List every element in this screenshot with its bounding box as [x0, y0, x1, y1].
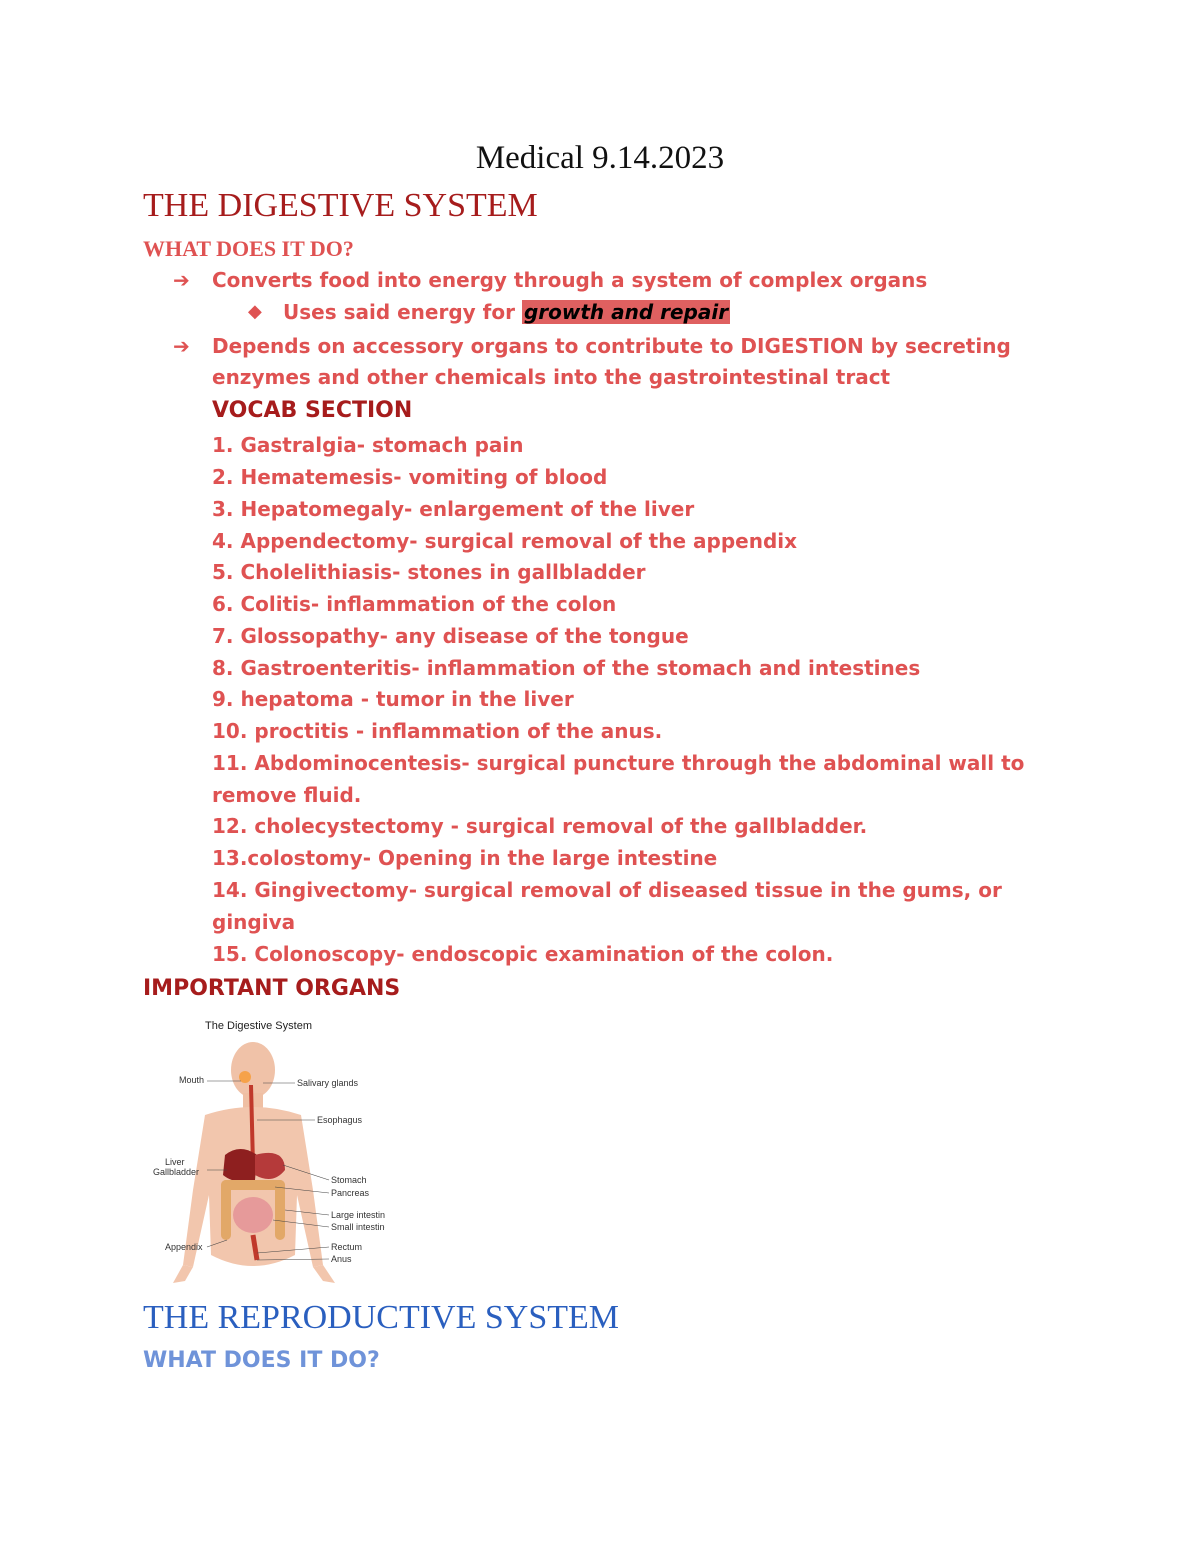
label-salivary: Salivary glands — [297, 1078, 359, 1088]
label-small-intestine: Small intestine — [331, 1222, 385, 1232]
document-title: Medical 9.14.2023 — [475, 140, 725, 176]
vocab-heading: VOCAB SECTION — [212, 398, 413, 423]
digestive-point-2-line-2: enzymes and other chemicals into the gastrointestinal tract — [212, 365, 891, 389]
vocab-item: 11. Abdominocentesis- surgical puncture through the abdominal wall to — [212, 751, 1025, 775]
label-mouth: Mouth — [179, 1075, 205, 1085]
diamond-bullet-icon: ◆ — [248, 301, 262, 322]
vocab-item: 12. cholecystectomy - surgical removal of the gallbladder. — [212, 814, 868, 838]
vocab-item: 6. Colitis- inflammation of the colon — [212, 592, 617, 616]
arrow-bullet-icon: ➔ — [173, 334, 190, 358]
reproductive-heading: THE REPRODUCTIVE SYSTEM — [143, 1299, 620, 1336]
label-liver: Liver — [165, 1157, 185, 1167]
label-large-intestine: Large intestine — [331, 1210, 385, 1220]
vocab-item: 1. Gastralgia- stomach pain — [212, 433, 524, 457]
reproductive-subheading: WHAT DOES IT DO? — [143, 1348, 380, 1373]
label-appendix: Appendix — [165, 1242, 203, 1252]
vocab-item: 5. Cholelithiasis- stones in gallbladder — [212, 560, 646, 584]
point2-part-a: Depends on accessory organs to contribute to — [212, 334, 741, 358]
point2-part-c: by secreting — [863, 334, 1011, 358]
digestive-diagram — [145, 1015, 385, 1290]
vocab-item: 15. Colonoscopy- endoscopic examination of the colon. — [212, 942, 834, 966]
vocab-item: 7. Glossopathy- any disease of the tongue — [212, 624, 689, 648]
digestive-point-2-line-1 — [212, 334, 1011, 358]
digestive-sub-point — [283, 300, 730, 324]
label-anus: Anus — [331, 1254, 352, 1264]
sub-point-prefix: Uses said energy for — [283, 300, 522, 324]
vocab-item: 14. Gingivectomy- surgical removal of diseased tissue in the gums, or — [212, 878, 1002, 902]
digestive-point-1: Converts food into energy through a system of complex organs — [212, 268, 928, 292]
vocab-item: 9. hepatoma - tumor in the liver — [212, 687, 574, 711]
important-organs-heading: IMPORTANT ORGANS — [143, 976, 401, 1001]
highlighted-text: growth and repair — [523, 300, 729, 324]
digestive-subheading: WHAT DOES IT DO? — [143, 236, 354, 261]
vocab-item: 8. Gastroenteritis- inflammation of the stomach and intestines — [212, 656, 921, 680]
figure-title: The Digestive System — [205, 1020, 312, 1032]
digestion-term: DIGESTION — [740, 334, 864, 358]
label-stomach: Stomach — [331, 1175, 367, 1185]
label-gallbladder: Gallbladder — [153, 1167, 200, 1177]
label-rectum: Rectum — [331, 1242, 363, 1252]
vocab-item: 13.colostomy- Opening in the large intestine — [212, 846, 718, 870]
vocab-item: gingiva — [212, 910, 296, 934]
vocab-item: 4. Appendectomy- surgical removal of the appendix — [212, 529, 798, 553]
vocab-item: 2. Hematemesis- vomiting of blood — [212, 465, 608, 489]
digestive-system-figure — [145, 1015, 385, 1290]
arrow-bullet-icon: ➔ — [173, 268, 190, 292]
vocab-item: 3. Hepatomegaly- enlargement of the liver — [212, 497, 695, 521]
label-pancreas: Pancreas — [331, 1188, 370, 1198]
digestive-heading: THE DIGESTIVE SYSTEM — [143, 187, 538, 224]
vocab-item: remove fluid. — [212, 783, 362, 807]
organs — [221, 1071, 285, 1260]
label-esophagus: Esophagus — [317, 1115, 363, 1125]
vocab-item: 10. proctitis - inflammation of the anus. — [212, 719, 663, 743]
